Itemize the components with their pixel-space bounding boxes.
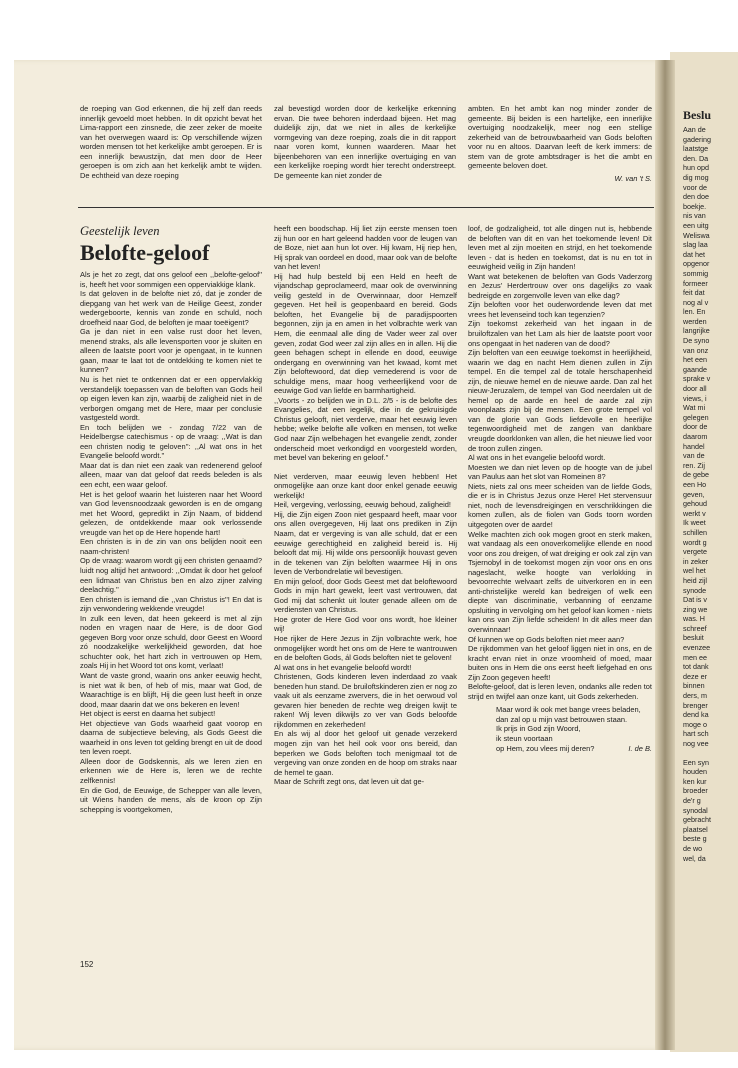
facing-page-line: De syno bbox=[683, 336, 710, 346]
facing-page-line: schillen bbox=[683, 527, 707, 537]
article-signature: I. de B. bbox=[628, 743, 652, 753]
paragraph: En mijn geloof, door Gods Geest met dat beloftewoord Gods in mijn hart gewekt, leert vast vertrouwen, dat God mij dat schenkt uit louter genade alleen om de verdiensten van Christus. bbox=[274, 576, 457, 615]
top-col-3-text: ambten. En het ambt kan nog minder zonder de gemeente. Bij beiden is een hartelijke, een innerlijke overtuiging noodzakelijk, meer nog een stellige zekerheid van de betrouwbaarheid van Gods beloften voor nu en altoos. Daarvan leeft de kerk immers: de stem van de grote ambtsdrager is het die ambt en gemeente beloven doet. bbox=[468, 104, 652, 171]
facing-page-line: dend ka bbox=[683, 710, 709, 720]
paragraph: Al wat ons in het evangelie beloofd wordt! bbox=[274, 662, 412, 672]
page-gutter bbox=[655, 60, 675, 1050]
facing-page-line: deze er bbox=[683, 671, 707, 681]
facing-page-line: schreef bbox=[683, 623, 707, 633]
facing-page-line: dat het bbox=[683, 249, 705, 259]
paragraph: Hij had hulp besteld bij een Held en heeft de vijandschap geproclameerd, maar ook de overwinning veilig gesteld in de Overwinnaar, door Hemzelf gegeven. Het heil is geopenbaard en bereid. Gods beloften, het Evangelie bij de paradijspoorten begonnen, zijn ja en amen in het volbrachte werk van Hem, die eenmaal alle ding de Vader weer zal over geven, zodat God weer zal zijn alles en in allen. Hij die geen behagen schept in ellende en dood, eeuwige ondergang en overwinning van het kwaad, komt met Zijn beloftewoord, dat diep vernederend is voor de schuldige mens, maar hoog verheerlijkend voor de eeuwige God van liefde en barmhartigheid. bbox=[274, 271, 457, 396]
top-col-1 bbox=[80, 104, 262, 180]
paragraph: En die God, de Eeuwige, de Schepper van alle leven, uit Wiens handen de mens, als de kroon op Zijn schepping is voortgekomen, bbox=[80, 785, 262, 814]
facing-page-line: slag laa bbox=[683, 240, 708, 250]
facing-page-line: een uitg bbox=[683, 220, 709, 230]
facing-page-line: Een syn bbox=[683, 757, 709, 767]
facing-page-line: in zeker bbox=[683, 556, 709, 566]
top-col-1-text: de roeping van God erkennen, die hij zelf dan reeds innerlijk gevoeld moet hebben. In dit opzicht bevat het Lima-rapport een zinsnede, die zeer zeker de moeite van het overwegen waard is: Op verschillende wijzen worden mensen tot het kerkelijke ambt geroepen. Er is een innerlijk bewustzijn, dat men door de Heer geroepen is om zich aan het kerkelijk ambt te wijden. De echtheid van deze roeping bbox=[80, 104, 262, 180]
facing-page-line: nog al v bbox=[683, 297, 709, 307]
top-col-3 bbox=[468, 104, 652, 183]
article-col-1 bbox=[80, 270, 262, 814]
paragraph: Het is het geloof waarin het luisteren naar het Woord van God levensnoodzaak geworden is en de omgang met het Woord, gepredikt in Zijn Naam, of biddend gelezen, de ontdekkende maar ook verlossende vreugde van het op de Here hopende hart! bbox=[80, 489, 262, 537]
facing-page-line: wordt g bbox=[683, 537, 707, 547]
facing-page-line: Wat mi bbox=[683, 403, 706, 413]
paragraph: Al wat ons in het evangelie beloofd wordt. bbox=[468, 453, 606, 463]
page-number: 152 bbox=[80, 960, 94, 969]
paragraph: En als wij al door het geloof uit genade verzekerd mogen zijn van het heil ook voor ons bereid, dan beperken we Gods beloften toch menigmaal tot de vergeving van onze zonden en de hoop om straks naar de hemel te gaan. bbox=[274, 729, 457, 777]
paragraph: Want de vaste grond, waarin ons anker eeuwig hecht, is niet wat ik ben, of heb of mis, maar wat God, de Waarachtige is en blijft, Hij die geen lust heeft in onze dood, maar daarin dat we ons bekeren en leven! bbox=[80, 670, 262, 709]
facing-page-line: de wo bbox=[683, 843, 703, 853]
facing-page-line: Aan de bbox=[683, 125, 706, 134]
facing-page-line: men ee bbox=[683, 652, 707, 662]
facing-page-line: gebracht bbox=[683, 815, 711, 825]
facing-page-line: tot dank bbox=[683, 662, 709, 672]
paragraph: Maar de Schrift zegt ons, dat leven uit dat ge- bbox=[274, 777, 425, 787]
facing-page-line: het een bbox=[683, 355, 707, 365]
paragraph: Ga je dan niet in een valse rust door het leven, menend straks, als alle levensporten voor je sluiten en alleen de laatste poort voor je opengaat, in te kunnen gaan, maar te laat tot de ontdekking te komen niet te kunnen? bbox=[80, 327, 262, 375]
paragraph: Zijn beloften voor het ouderwordende leven dat met vrees het levenseind toch kan tegenzien? bbox=[468, 300, 652, 319]
facing-page-line: van de bbox=[683, 451, 705, 461]
article-kicker: Geestelijk leven bbox=[80, 224, 160, 238]
facing-page-line: ders, m bbox=[683, 691, 707, 701]
paragraph: Want wat betekenen de beloften van Gods Vaderzorg en Jezus' Herdertrouw over ons dagelijks zo vaak bedreigde en zorgenvolle leven van elke dag? bbox=[468, 271, 652, 300]
facing-page-line: brenger bbox=[683, 700, 708, 710]
paragraph: En toch belijden we - zondag 7/22 van de Heidelbergse catechismus - op de vraag: ,,Wat is dan een christen nodig te geloven'': ,,Al wat ons in het Evangelie beloofd wordt.'' bbox=[80, 422, 262, 461]
facing-page-line: ken kur bbox=[683, 776, 707, 786]
paragraph-gap bbox=[274, 463, 457, 472]
paragraph: Niets, niets zal ons meer scheiden van de liefde Gods, die er is in Christus Jezus onze Here! Het stervensuur niet, noch de levensdreigingen en verschrikkingen die komen zullen, als de fiolen van Gods toorn worden uitgegoten over de aarde! bbox=[468, 481, 652, 529]
facing-page-line: den doe bbox=[683, 192, 709, 202]
paragraph: Het object is eerst en daarna het subject! bbox=[80, 709, 216, 719]
facing-page-line: houden bbox=[683, 767, 707, 777]
article-col-3-body bbox=[468, 224, 652, 701]
facing-page-line: beste g bbox=[683, 834, 707, 844]
facing-page-line: len. En bbox=[683, 307, 706, 317]
facing-page-line: besluit bbox=[683, 633, 704, 643]
facing-page-line bbox=[683, 749, 738, 758]
paragraph: Op de vraag: waarom wordt gij een christen genaamd? luidt nog altijd het antwoord: ,,Omdat ik door het geloof een lidmaat van Christus ben en alzo zijner zalving deelachtig.'' bbox=[80, 556, 262, 595]
facing-page-line: zing we bbox=[683, 604, 708, 614]
poem-line: dan zal op u mijn vast betrouwen staan. bbox=[496, 714, 628, 724]
article-col-3 bbox=[468, 224, 652, 753]
paragraph: Een christen is iemand die ,,van Christus is''! En dat is zijn verwondering wekkende vreugde! bbox=[80, 594, 262, 614]
facing-page-column bbox=[683, 108, 738, 1008]
facing-page-line: wel het bbox=[683, 566, 706, 576]
facing-page-line: werden bbox=[683, 316, 707, 326]
facing-page-line: gehoud bbox=[683, 499, 707, 509]
closing-poem bbox=[468, 705, 652, 753]
section-divider bbox=[78, 207, 654, 208]
facing-page-line: langrijke bbox=[683, 326, 710, 336]
facing-page-line: gadering bbox=[683, 134, 711, 144]
article-title: Belofte-geloof bbox=[80, 240, 210, 265]
facing-page-line: door all bbox=[683, 384, 707, 394]
facing-page-line: voor de bbox=[683, 182, 707, 192]
facing-page-line: heid zijl bbox=[683, 575, 707, 585]
facing-page-line: formeer bbox=[683, 278, 708, 288]
paragraph: Een christen is in de zin van ons belijden nooit een naam-christen! bbox=[80, 537, 262, 556]
facing-page-lines bbox=[683, 125, 738, 863]
facing-page-line: handel bbox=[683, 441, 705, 451]
facing-page-line: daarom bbox=[683, 432, 708, 441]
facing-page-line: broeder bbox=[683, 786, 708, 796]
facing-page-line: geven, bbox=[683, 489, 705, 499]
paragraph: Maar dat is dan niet een zaak van redenerend geloof alleen, maar van dat geloof dat reeds beleden is als een echt, een waar geloof. bbox=[80, 460, 262, 490]
paragraph: Nu is het niet te ontkennen dat er een oppervlakkig verstandelijk toepassen van de beloften van Gods heil op eigen leven kan zijn, waarbij de zaligheid niet in de verborgen omgang met de Here, maar per conclusie vastgesteld wordt. bbox=[80, 375, 262, 423]
facing-page-line: hun opd bbox=[683, 163, 709, 173]
poem-line: ik steun voortaan bbox=[496, 733, 553, 743]
facing-page-line: moge o bbox=[683, 719, 707, 729]
paragraph: Heil, vergeving, verlossing, eeuwig behoud, zaligheid! bbox=[274, 500, 451, 510]
facing-page-line: binnen bbox=[683, 681, 705, 691]
facing-page-line: gaande bbox=[683, 364, 707, 374]
facing-page-line: den. Da bbox=[683, 153, 709, 163]
top-col-2-text: zal bevestigd worden door de kerkelijke erkenning ervan. Die twee behoren inderdaad bijeen. Het mag duidelijk zijn, dat we niet in alles de kerkelijke vormgeving van deze roeping, zoals die in dit rapport naar voren komt, kunnen waarderen. Maar het bijeenbehoren van een innerlijke overtuiging en van een kerkelijke roeping wordt hier terecht onderstreept. De gemeente kan niet zonder de bbox=[274, 104, 456, 180]
facing-page-line: Weliswa bbox=[683, 230, 710, 240]
paragraph: Christenen, Gods kinderen leven inderdaad zo vaak beneden hun stand. De bruiloftskinderen zien er nog zo vaak uit als eenzame zwervers, die in het oerwoud vol gevaren hier beneden de rechte weg dreigen kwijt te raken! Wij leven dikwijls zo ver van Gods beloofde rijkdommen en zekerheden! bbox=[274, 672, 457, 729]
poem-line: op Hem, zou vlees mij deren? bbox=[496, 743, 595, 753]
facing-page-line: sommig bbox=[683, 268, 709, 278]
facing-page-line: hart sch bbox=[683, 729, 709, 739]
facing-page-line: de'r g bbox=[683, 795, 701, 805]
paragraph: Of kunnen we op Gods beloften niet meer aan? bbox=[468, 634, 625, 644]
paragraph: Alleen door de Godskennis, als we leren zien en erkennen wie de Here is, leren we de rechte zelfkennis! bbox=[80, 756, 262, 785]
article-col-2 bbox=[274, 224, 457, 787]
facing-page-heading: Beslu bbox=[683, 108, 712, 122]
facing-page-line: dig mog bbox=[683, 172, 709, 182]
paragraph: Hoe rijker de Here Jezus in Zijn volbrachte werk, hoe onmogelijker wordt het ons om de Here te wantrouwen en de beloften Gods, ál Gods beloften niet te geloven! bbox=[274, 633, 457, 663]
facing-page-line: ren. Zij bbox=[683, 460, 705, 470]
facing-page-line: gelegen bbox=[683, 412, 709, 422]
facing-page-line: boekje. bbox=[683, 201, 707, 211]
top-col-2 bbox=[274, 104, 456, 180]
facing-page-line: views, i bbox=[683, 393, 707, 403]
paragraph: Welke machten zich ook mogen groot en sterk maken, wat vandaag als een onoverkomelijke ellende en nood voor ons zou dreigen, of wat dreiging er ook zal zijn van Tsjernobyl in de toekomst mogen zijn voor ons en ons nageslacht, welke hoogte van verlokking in bevoorrechte welvaart zelfs de uitverkoren en in een anti-christelijke wereld kan bedreigen of welk een diepte van discriminatie, verbanning of eenzame opsluiting in vervolging om het geloof kan komen - niets kan ons van Zijn liefde scheiden! In dit alles meer dan overwinnaar! bbox=[468, 529, 652, 634]
facing-page-line: sprake v bbox=[683, 374, 711, 384]
facing-page-line: laatstge bbox=[683, 144, 709, 154]
paragraph: ,,Voorts - zo belijden we in D.L. 2/5 - is de belofte des Evangelies, dat een iegelijk, die in de gekruisigde Christus gelooft, niet verderve, maar het eeuwig leven hebbe; welke belofte alle volken en mensen, tot welke God naar Zijn welbehagen het evangelie zendt, zonder onderscheid moet verkondigd en voorgesteld worden, met bevel van bekering en geloof.'' bbox=[274, 395, 457, 463]
facing-page-line: feit dat bbox=[683, 288, 705, 298]
paragraph: Hij, die Zijn eigen Zoon niet gespaard heeft, maar voor ons allen overgegeven, Hij laat ons prediken in Zijn Naam, dat er vergeving is van alle schuld, dat er een eeuwige gerechtigheid en zaligheid bereid is. Hij belooft dat mij. Hij wilde ons persoonlijk houvast geven in de tekenen van Zijn beloften waarmee Hij in ons leven de Verbondrelatie wil bevestigen. bbox=[274, 509, 457, 577]
facing-page-line: plaatsel bbox=[683, 824, 708, 834]
facing-page-line: nis van bbox=[683, 211, 706, 221]
paragraph: Zijn toekomst zekerheid van het ingaan in de bruiloftzalen van het Lam als hier de laatste poort voor ons opengaat in het naderen van de dood? bbox=[468, 319, 652, 348]
facing-page-line: evenzee bbox=[683, 643, 711, 653]
paragraph: loof, de godzaligheid, tot alle dingen nut is, hebbende de beloften van dit en van het toekomende leven! Dit leven met al zijn moeiten en strijd, en het toekomende leven - dat is heden en toekomst, dat is nu en tot in eeuwigheid veilig in Zijn handen! bbox=[468, 224, 652, 272]
poem-line: Ik prijs in God zijn Woord, bbox=[496, 724, 581, 734]
facing-page-line: van onz bbox=[683, 345, 709, 355]
facing-page-line: Ik weet bbox=[683, 518, 706, 528]
paragraph: Zijn beloften van een eeuwige toekomst in heerlijkheid, waarin we dag en nacht Hem dienen zullen in Zijn tempel. En die tempel zal de totale herschapenheid zijn, de nieuwe hemel en de nieuwe aarde. Dan zal het nieuw-Jeruzalem, de tempel van God neerdalen uit de hemel op de aarde en heel de aarde zal zijn woonplaats zijn bij de mensen. Een grote tempel vol van de glorie van Gods liefdevolle en heerlijke tegenwoordigheid met de zangen van dankbare vreugde doorklonken van allen, die het nieuwe lied voor de troon zullen zingen. bbox=[468, 348, 652, 453]
facing-page-line: vergete bbox=[683, 547, 707, 557]
paragraph: Het objectieve van Gods waarheid gaat voorop en daarna de subjectieve beleving, als Gods Geest die waarheid in ons leven tot gelding brengt en uit de dood ten leven roept. bbox=[80, 718, 262, 757]
poem-line: Maar word ik ook met bange vrees beladen, bbox=[496, 705, 641, 715]
facing-page-line: een Ho bbox=[683, 479, 707, 489]
facing-page-line: wel, da bbox=[683, 853, 706, 863]
paragraph: Belofte-geloof, dat is leren leven, ondanks alle reden tot strijd en twijfel aan onze kant, uit Gods zekerheden. bbox=[468, 682, 652, 701]
facing-page-line: nog vee bbox=[683, 739, 709, 748]
facing-page-line: was. H bbox=[683, 614, 705, 624]
facing-page-line: de gebe bbox=[683, 470, 709, 480]
paragraph: Als je het zo zegt, dat ons geloof een ,,belofte-geloof'' is, heeft het voor sommigen een opperviakkige klank. bbox=[80, 270, 262, 289]
facing-page-line: synodal bbox=[683, 805, 708, 815]
paragraph: Moesten we dan niet leven op de hoogte van de jubel van Paulus aan het slot van Romeinen 8? bbox=[468, 462, 652, 482]
paragraph: heeft een boodschap. Hij liet zijn eerste mensen toen zij hun oor en hart geleend hadden voor de leugen van de Boze, niet aan hun lot over. Hij kwam, Hij riep hen, Hij sprak van oordeel en dood, maar ook van de belofte van het leven! bbox=[274, 224, 457, 272]
top-signature: W. van 't S. bbox=[614, 173, 652, 183]
paragraph: In zulk een leven, dat heen gekeerd is met al zijn noden en vragen naar de Here, is de door God gegeven Borg voor onze schuld, door Geest en Woord zó noodzakelijke werkelijkheid geworden, dat hoe schuchter ook, het hart zich in vertrouwen op Hem, zoals Hij in het Woord tot ons komt, verlaat! bbox=[80, 613, 262, 671]
paragraph: Is dat geloven in de belofte niet zó, dat je zonder de diepgang van het werk van de Heilige Geest, zonder wedergeboorte, kennis van zonde en schuld, noch droefheid naar God, de beloften je maar toeëigent? bbox=[80, 289, 262, 327]
facing-page-line: werkt v bbox=[683, 508, 706, 518]
facing-page-line: opgenor bbox=[683, 259, 710, 269]
paragraph: Niet verderven, maar eeuwig leven hebben! Het onmogelijke aan onze kant door enkel genade eeuwig werkelijk! bbox=[274, 471, 457, 500]
paragraph: De rijkdommen van het geloof liggen niet in ons, en de kracht ervan niet in onze vroomheid of moed, maar buiten ons in Hem die ons eerst heeft liefgehad en ons Zijn Zoon gegeven heeft! bbox=[468, 644, 652, 682]
facing-page-line: synode bbox=[683, 585, 707, 595]
paragraph: Hoe groter de Here God voor ons wordt, hoe kleiner wij! bbox=[274, 614, 457, 634]
facing-page-line: Dat is v bbox=[683, 595, 707, 605]
facing-page-line: door de bbox=[683, 422, 708, 432]
